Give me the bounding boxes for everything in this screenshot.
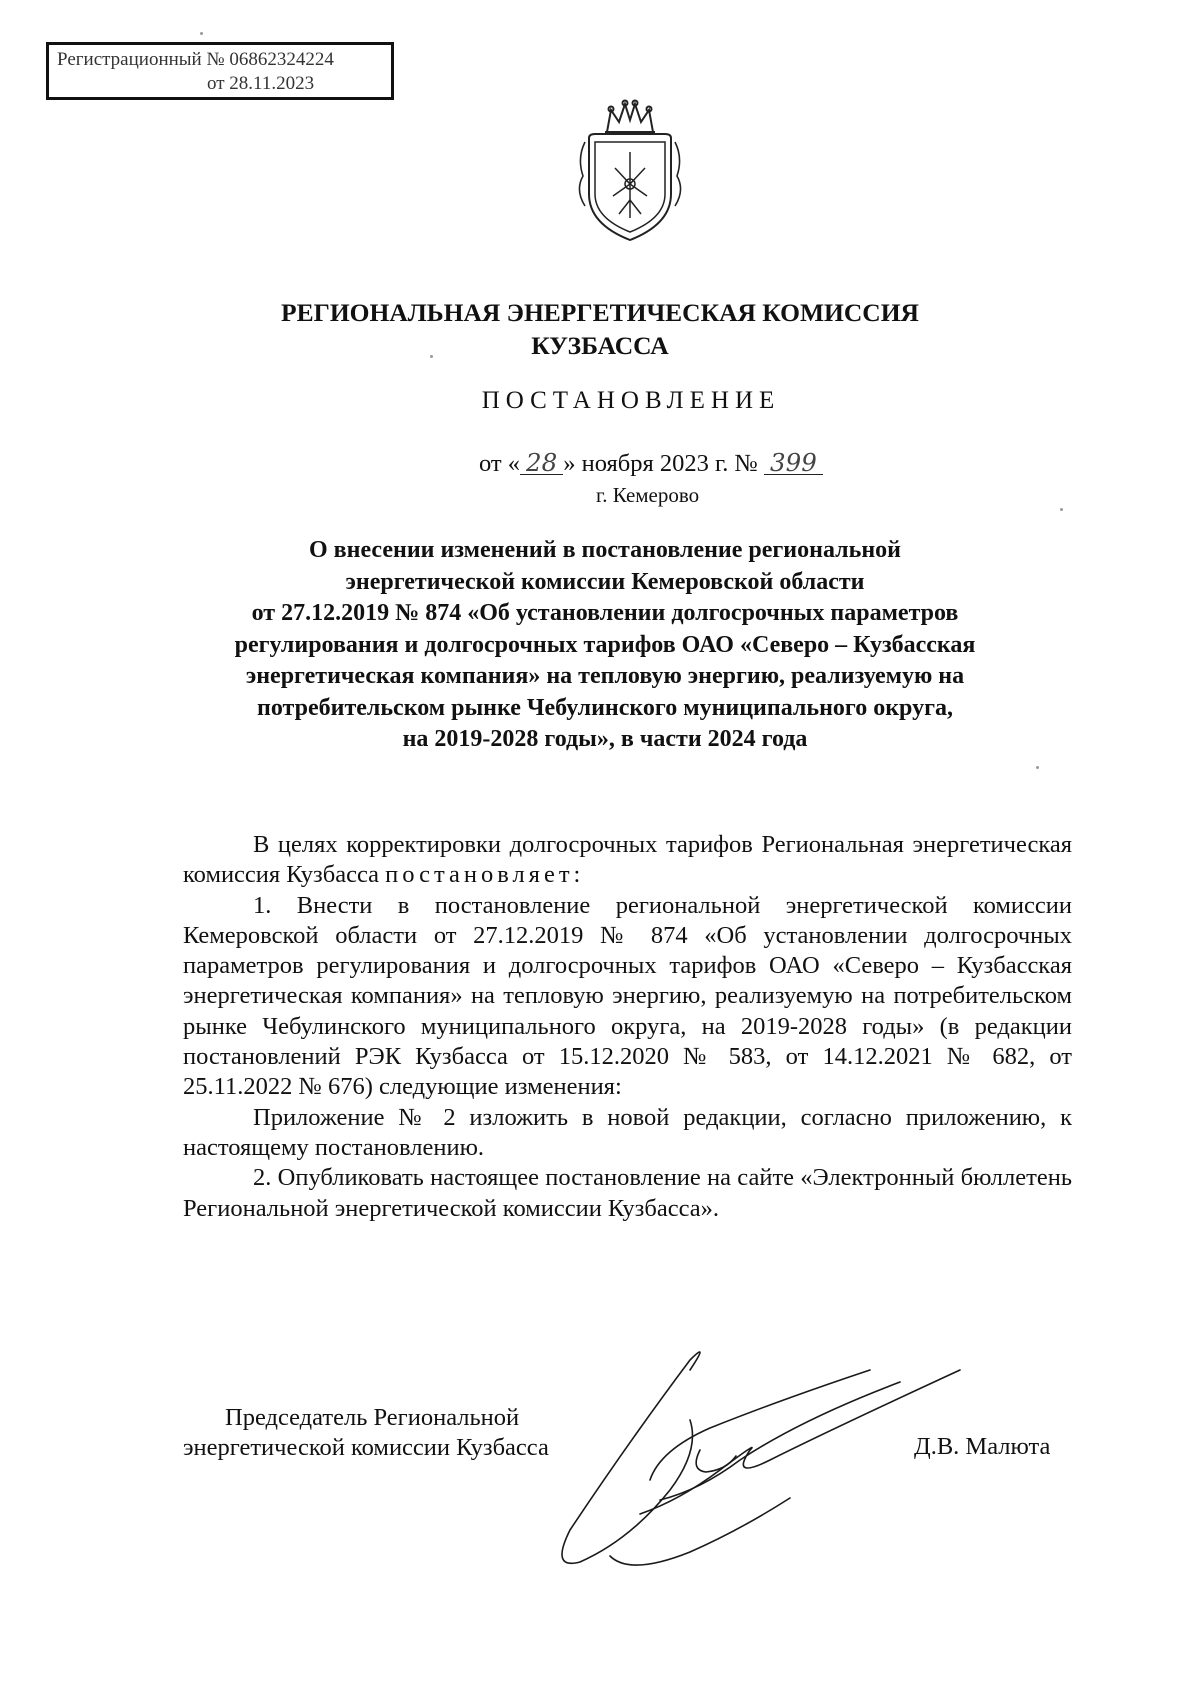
- coat-of-arms-icon: [575, 98, 685, 244]
- body-intro-paragraph: [183, 830, 1072, 891]
- organization-title: [0, 296, 1200, 362]
- body-item-2: 2. Опубликовать настоящее постановление на сайте «Электронный бюллетень Региональной энергетической комиссии Кузбасса».: [183, 1164, 1072, 1222]
- registration-number: Регистрационный № 06862324224: [57, 49, 334, 70]
- subject-line: энергетическая компания» на тепловую энергию, реализуемую на: [245, 663, 965, 689]
- scan-speck: [1036, 766, 1039, 769]
- body-intro: В целях корректировки долгосрочных тарифов Региональная энергетическая комиссия Кузбасса: [183, 831, 1072, 889]
- document-kind: ПОСТАНОВЛЕНИЕ: [481, 387, 781, 414]
- registration-stamp: [46, 42, 394, 100]
- signer-position-line2: энергетической комиссии Кузбасса: [183, 1434, 549, 1461]
- body-item-1-change: Приложение № 2 изложить в новой редакции, согласно приложению, к настоящему постановлению.: [183, 1103, 1072, 1161]
- date-middle: » ноября 2023 г. №: [563, 450, 758, 477]
- subject-line: от 27.12.2019 № 874 «Об установлении долгосрочных параметров: [251, 600, 959, 626]
- signer-position: [183, 1403, 549, 1463]
- document-city: г. Кемерово: [596, 483, 700, 507]
- document-subject: [120, 535, 1090, 756]
- date-prefix: от «: [479, 450, 521, 477]
- organization-title-line2: КУЗБАССА: [531, 331, 669, 360]
- signer-position-line1: Председатель Региональной: [225, 1404, 520, 1431]
- subject-line: на 2019-2028 годы», в части 2024 года: [402, 726, 808, 752]
- body-intro-action: постановляет:: [385, 861, 585, 889]
- organization-title-line1: РЕГИОНАЛЬНАЯ ЭНЕРГЕТИЧЕСКАЯ КОМИССИЯ: [281, 298, 919, 327]
- subject-line: регулирования и долгосрочных тарифов ОАО «Северо – Кузбасская: [234, 631, 976, 658]
- registration-date: от 28.11.2023: [207, 73, 315, 94]
- document-date-line: [479, 450, 823, 478]
- scan-speck: [200, 32, 203, 35]
- subject-line: энергетической комиссии Кемеровской области: [345, 568, 865, 595]
- subject-line: О внесении изменений в постановление региональной: [309, 537, 901, 563]
- document-number-handwritten: 399: [764, 452, 823, 475]
- scan-speck: [430, 355, 433, 358]
- date-day-handwritten: 28: [520, 452, 563, 475]
- subject-line: потребительском рынке Чебулинского муниципального округа,: [257, 694, 953, 721]
- body-item-1: 1. Внести в постановление региональной энергетической комиссии Кемеровской области от 27.12.2019 № 874 «Об установлении долгосрочных параметров регулирования и долгосрочных тарифов ОАО «Северо – Кузбасская энергетическая компания» на тепловую энергию, реализуемую на потребительском рынке Чебулинского муниципального округа, на 2019-2028 годы» (в редакции постановлений РЭК Кузбасса от 15.12.2020 № 583, от 14.12.2021 № 682, от 25.11.2022 № 676) следующие изменения:: [183, 891, 1072, 1101]
- scan-speck: [1060, 508, 1063, 511]
- document-body: [183, 830, 1072, 1224]
- signer-name: Д.В. Малюта: [914, 1433, 1051, 1460]
